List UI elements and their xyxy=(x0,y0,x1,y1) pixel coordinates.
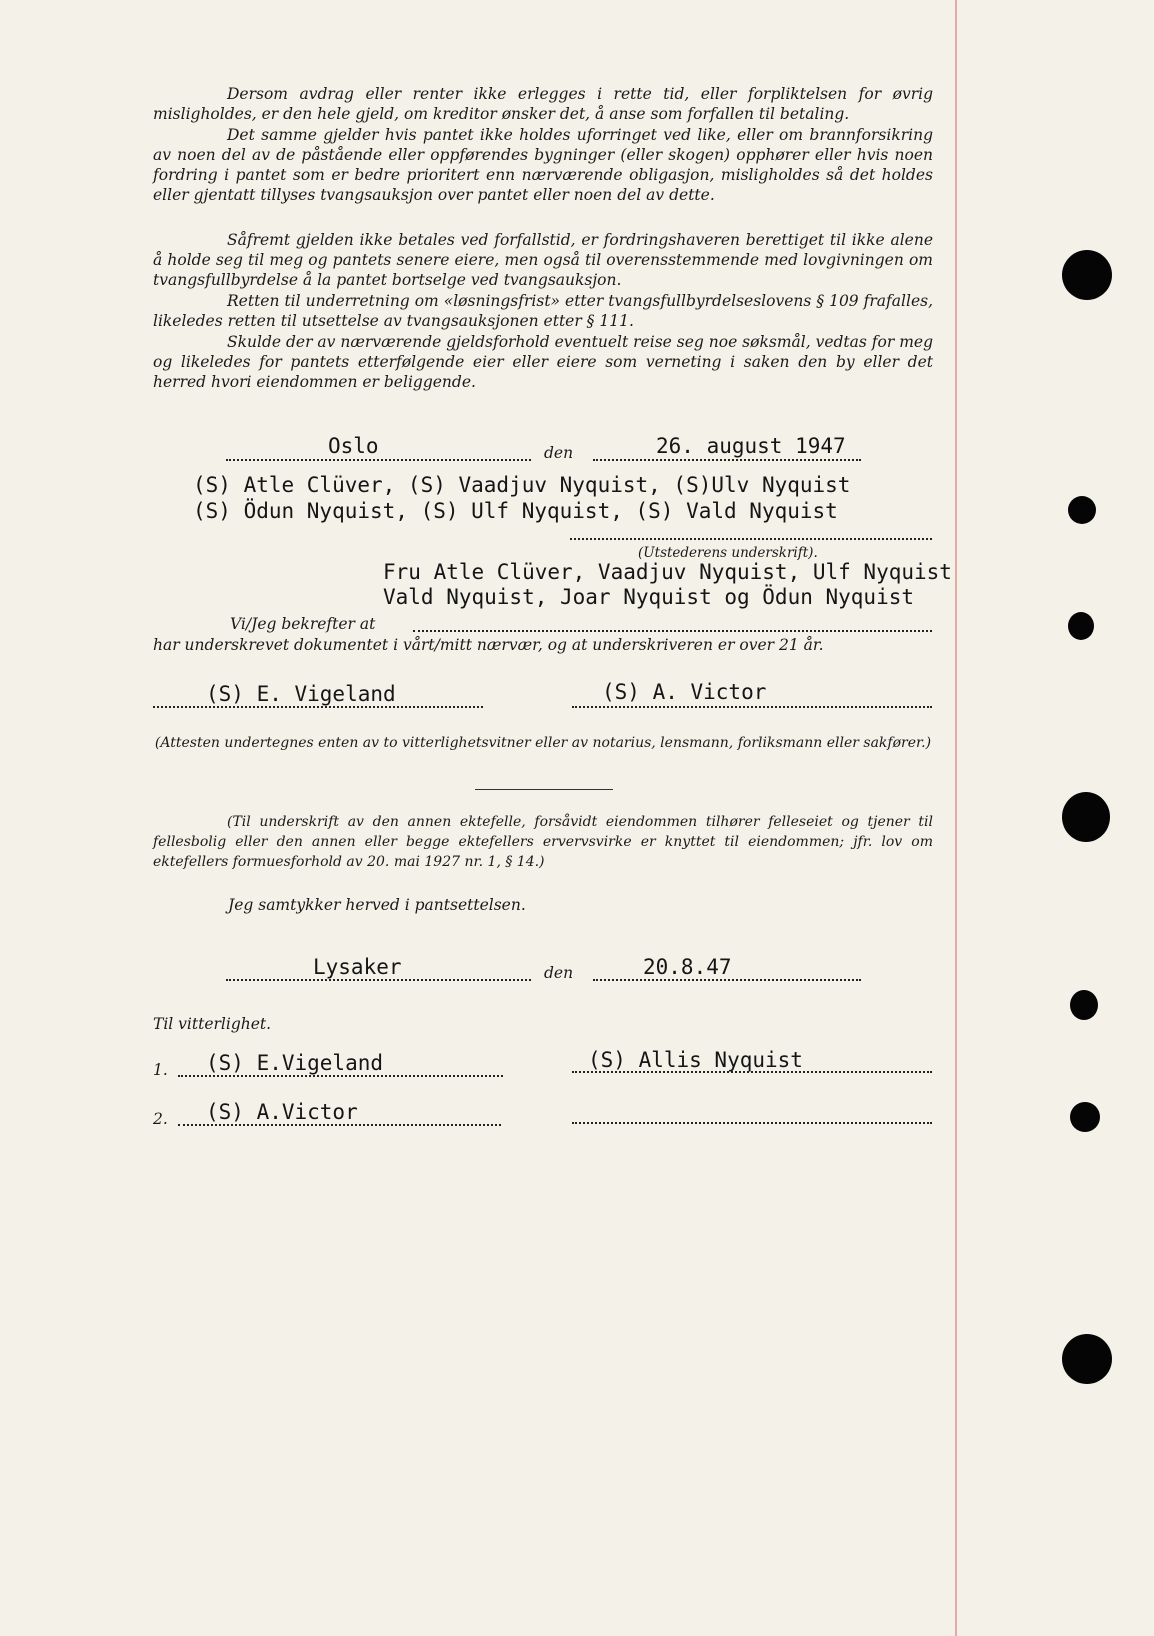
issuer-caption: (Utstederens underskrift). xyxy=(638,545,818,561)
binder-hole xyxy=(1068,496,1096,524)
witness-name: (S) A.Victor xyxy=(206,1100,358,1124)
date-line xyxy=(593,979,861,981)
den-label: den xyxy=(544,444,574,462)
place-value: Lysaker xyxy=(313,955,402,979)
witness-line xyxy=(178,1124,501,1126)
witness-line xyxy=(572,706,932,708)
signature-line: (S) Ödun Nyquist, (S) Ulf Nyquist, (S) Vald Nyquist xyxy=(193,499,838,523)
place-line xyxy=(226,459,531,461)
witness-name: (S) E. Vigeland xyxy=(206,682,396,706)
terms-paragraph: Såfremt gjelden ikke betales ved forfallstid, er fordringshaveren berettiget til ikke alene å holde seg til meg og pantets senere eiere, men også til overensstemmende med lovgivningen om tvangsfullbyrdelse å la pantet bortselge ved tvangsauksjon. xyxy=(153,231,933,289)
attest-note: (Attesten undertegnes enten av to vitterlighetsvitner eller av notarius, lensmann, forliksmann eller sakfører.) xyxy=(154,735,932,751)
witness-name: (S) A. Victor xyxy=(602,680,767,704)
den-label: den xyxy=(544,964,574,982)
typed-name-line: Vald Nyquist, Joar Nyquist og Ödun Nyquist xyxy=(383,585,915,609)
witness-line xyxy=(153,706,483,708)
binder-hole xyxy=(1062,792,1110,842)
terms-paragraph: Retten til underretning om «løsningsfrist» etter tvangsfullbyrdelseslovens § 109 frafalles, likeledes retten til utsettelse av tvangsauksjonen etter § 111. xyxy=(153,292,933,330)
consent-text: Jeg samtykker herved i pantsettelsen. xyxy=(228,896,526,914)
place-line xyxy=(226,979,531,981)
witness-number: 1. xyxy=(153,1061,168,1079)
witness-number: 2. xyxy=(153,1110,168,1128)
typed-name-line: Fru Atle Clüver, Vaadjuv Nyquist, Ulf Nyquist xyxy=(383,560,952,584)
confirm-line xyxy=(413,630,932,632)
date-value: 26. august 1947 xyxy=(656,434,846,458)
confirm-label: Vi/Jeg bekrefter at xyxy=(230,615,376,633)
witness-line xyxy=(178,1075,503,1077)
binder-hole xyxy=(1062,250,1112,300)
terms-paragraph: Dersom avdrag eller renter ikke erlegges i rette tid, eller forpliktelsen for øvrig misligholdes, er den hele gjeld, om kreditor ønsker det, å anse som forfallen til betaling. xyxy=(153,85,933,123)
witness-heading: Til vitterlighet. xyxy=(153,1015,272,1033)
blank-signature-line xyxy=(572,1122,932,1124)
spouse-note: (Til underskrift av den annen ektefelle, forsåvidt eiendommen tilhører felleseiet og tjener til fellesbolig eller den annen eller begge ektefellers ervervsvirke er knyttet til eiendommen; jfr. lov om ektefellers formuesforhold av 20. mai 1927 nr. 1, § 14.) xyxy=(153,814,933,870)
issuer-signature-line xyxy=(570,538,932,540)
margin-rule xyxy=(955,0,957,1636)
binder-hole xyxy=(1068,612,1094,640)
binder-hole xyxy=(1070,1102,1100,1132)
witness-name: (S) E.Vigeland xyxy=(206,1051,384,1075)
binder-hole xyxy=(1070,990,1098,1020)
place-value: Oslo xyxy=(328,434,379,458)
date-value: 20.8.47 xyxy=(643,955,732,979)
signature-line: (S) Atle Clüver, (S) Vaadjuv Nyquist, (S)Ulv Nyquist xyxy=(193,473,851,497)
confirm-line-2: har underskrevet dokumentet i vårt/mitt nærvær, og at underskriveren er over 21 år. xyxy=(153,636,824,654)
separator-rule xyxy=(475,789,613,790)
terms-paragraph: Det samme gjelder hvis pantet ikke holdes uforringet ved like, eller om brannforsikring av noen del av de påstående eller oppførendes bygninger (eller skogen) opphører eller hvis noen fordring i pantet som er bedre prioritert enn nærværende obligasjon, misligholdes så det holdes eller gjentatt tillyses tvangsauksjon over pantet eller noen del av dette. xyxy=(153,126,933,204)
date-line xyxy=(593,459,861,461)
spouse-signature: (S) Allis Nyquist xyxy=(588,1048,803,1072)
terms-paragraph: Skulde der av nærværende gjeldsforhold eventuelt reise seg noe søksmål, vedtas for meg og likeledes for pantets etterfølgende eier eller eiere som verneting i saken den by eller det herred hvori eiendommen er beliggende. xyxy=(153,333,933,391)
binder-hole xyxy=(1062,1334,1112,1384)
